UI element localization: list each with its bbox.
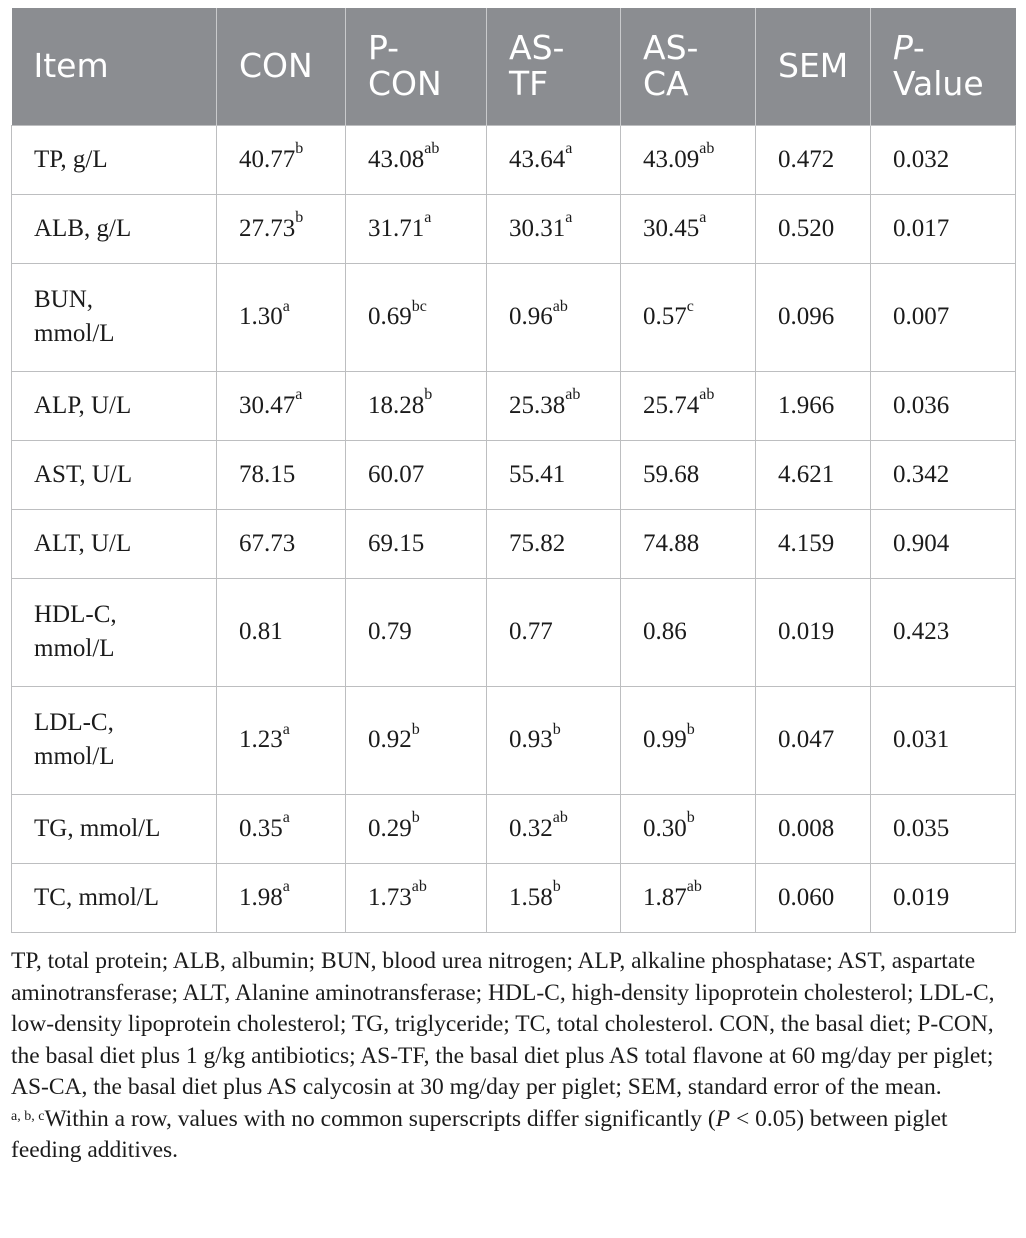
cell-superscript: a: [699, 209, 707, 227]
item-label-line: BUN,: [34, 286, 94, 313]
value-cell: [346, 578, 487, 686]
p-value-cell: 0.342: [871, 440, 1016, 509]
cell-superscript: a: [565, 140, 573, 158]
cell-value: 0.86: [643, 618, 687, 645]
value-cell: [217, 125, 346, 194]
cell-superscript: a: [282, 809, 290, 827]
value-cell: [346, 863, 487, 932]
cell-value: 55.41: [509, 460, 566, 488]
p-value-cell: 0.035: [871, 794, 1016, 863]
header-sem: SEM: [756, 8, 871, 125]
value-cell: [217, 263, 346, 371]
sem-cell: 0.520: [756, 194, 871, 263]
value-cell: [346, 794, 487, 863]
cell-superscript: b: [552, 878, 561, 896]
cell-superscript: b: [686, 720, 695, 738]
cell-value: 0.81: [239, 618, 283, 645]
cell-value: 0.29: [368, 814, 412, 842]
cell-value: 0.57: [643, 303, 687, 330]
cell-value: 43.09: [643, 145, 700, 173]
value-cell: [217, 509, 346, 578]
cell-value: 0.30: [643, 814, 687, 842]
header-con: CON: [217, 8, 346, 125]
header-p-value: P- Value: [871, 8, 1016, 125]
cell-superscript: a: [282, 878, 290, 896]
cell-value: 0.79: [368, 618, 412, 645]
value-cell: [621, 863, 756, 932]
cell-value: 60.07: [368, 460, 425, 488]
cell-superscript: ab: [565, 386, 581, 404]
cell-value: 18.28: [368, 391, 425, 419]
cell-value: 1.73: [368, 883, 412, 911]
sem-cell: 1.966: [756, 371, 871, 440]
value-cell: [487, 194, 621, 263]
blood-biochemistry-table: [11, 8, 1016, 933]
p-value-cell: 0.017: [871, 194, 1016, 263]
value-cell: [621, 194, 756, 263]
cell-superscript: b: [686, 809, 695, 827]
item-label-line: mmol/L: [34, 320, 115, 347]
row-item-label: [12, 263, 217, 371]
value-cell: [487, 509, 621, 578]
cell-value: 27.73: [239, 214, 296, 242]
cell-superscript: b: [295, 209, 304, 227]
row-item-label: ALP, U/L: [12, 371, 217, 440]
footnote-significance-pre: Within a row, values with no common superscripts differ significantly (: [44, 1105, 716, 1132]
cell-value: 75.82: [509, 529, 566, 557]
cell-superscript: ab: [552, 809, 568, 827]
cell-superscript: a: [565, 209, 573, 227]
header-p-con-label: P- CON: [368, 28, 442, 104]
value-cell: [487, 794, 621, 863]
item-label-line: HDL-C,: [34, 601, 117, 628]
value-cell: [487, 578, 621, 686]
header-as-ca: [621, 8, 756, 125]
sem-cell: 4.159: [756, 509, 871, 578]
cell-value: 67.73: [239, 529, 296, 557]
cell-value: 78.15: [239, 460, 296, 488]
footnote-abbreviations: TP, total protein; ALB, albumin; BUN, blood urea nitrogen; ALP, alkaline phosphatase; AST, aspartate aminotransferase; ALT, Alanine aminotransferase; HDL-C, high-density lipoprotein cholesterol; LDL-C, low-density lipoprotein cholesterol; TG, triglyceride; TC, total cholesterol. CON, the basal diet; P-CON, the basal diet plus 1 g/kg antibiotics; AS-TF, the basal diet plus AS total flavone at 60 mg/day per piglet; AS-CA, the basal diet plus AS calycosin at 30 mg/day per piglet; SEM, standard error of the mean.: [11, 948, 995, 1100]
cell-value: 30.45: [643, 214, 700, 242]
cell-value: 0.93: [509, 726, 553, 753]
sem-cell: 0.060: [756, 863, 871, 932]
cell-superscript: b: [411, 809, 420, 827]
row-item-label: TG, mmol/L: [12, 794, 217, 863]
value-cell: [217, 686, 346, 794]
cell-superscript: a: [282, 297, 290, 315]
value-cell: [346, 371, 487, 440]
table-row: [12, 863, 1016, 932]
value-cell: [621, 125, 756, 194]
footnote-significance-post: < 0.05) between piglet feeding additives.: [11, 1105, 948, 1163]
value-cell: [621, 371, 756, 440]
p-value-cell: 0.031: [871, 686, 1016, 794]
table-row: [12, 440, 1016, 509]
table-row: [12, 686, 1016, 794]
header-p-italic: P: [893, 28, 913, 68]
value-cell: [346, 686, 487, 794]
value-cell: [621, 440, 756, 509]
value-cell: [217, 371, 346, 440]
value-cell: [217, 578, 346, 686]
row-item-label: [12, 686, 217, 794]
table-row: [12, 794, 1016, 863]
table-row: [12, 371, 1016, 440]
cell-value: 1.87: [643, 883, 687, 911]
value-cell: [621, 578, 756, 686]
table-row: [12, 509, 1016, 578]
item-label-line: mmol/L: [34, 635, 115, 662]
p-value-cell: 0.036: [871, 371, 1016, 440]
table-row: [12, 578, 1016, 686]
cell-value: 0.35: [239, 814, 283, 842]
cell-value: 30.31: [509, 214, 566, 242]
cell-superscript: b: [411, 720, 420, 738]
row-item-label: ALB, g/L: [12, 194, 217, 263]
value-cell: [487, 440, 621, 509]
cell-value: 40.77: [239, 145, 296, 173]
cell-superscript: bc: [411, 297, 427, 315]
value-cell: [621, 686, 756, 794]
value-cell: [621, 263, 756, 371]
footnote-significance: [11, 1104, 1019, 1167]
cell-superscript: c: [686, 297, 694, 315]
p-value-cell: 0.007: [871, 263, 1016, 371]
cell-value: 25.38: [509, 391, 566, 419]
value-cell: [487, 371, 621, 440]
cell-superscript: a: [282, 720, 290, 738]
cell-value: 31.71: [368, 214, 425, 242]
cell-superscript: b: [552, 720, 561, 738]
sem-cell: 0.096: [756, 263, 871, 371]
value-cell: [487, 863, 621, 932]
table-row: [12, 194, 1016, 263]
table-row: [12, 125, 1016, 194]
cell-superscript: b: [295, 140, 304, 158]
value-cell: [487, 686, 621, 794]
table-row: [12, 263, 1016, 371]
item-label-line: LDL-C,: [34, 709, 114, 736]
table-body: [12, 125, 1016, 932]
p-value-cell: 0.019: [871, 863, 1016, 932]
cell-value: 0.99: [643, 726, 687, 753]
p-value-cell: 0.904: [871, 509, 1016, 578]
value-cell: [217, 863, 346, 932]
header-p-con: [346, 8, 487, 125]
footnote-superscript-markers: a, b, c: [11, 1108, 45, 1124]
table-footnotes: [11, 946, 1019, 1167]
item-label-line: mmol/L: [34, 743, 115, 770]
cell-value: 43.08: [368, 145, 425, 173]
p-value-cell: 0.032: [871, 125, 1016, 194]
cell-superscript: a: [295, 386, 303, 404]
row-item-label: TC, mmol/L: [12, 863, 217, 932]
row-item-label: AST, U/L: [12, 440, 217, 509]
cell-superscript: ab: [699, 386, 715, 404]
sem-cell: 0.019: [756, 578, 871, 686]
cell-value: 74.88: [643, 529, 700, 557]
cell-superscript: ab: [686, 878, 702, 896]
value-cell: [346, 509, 487, 578]
cell-value: 43.64: [509, 145, 566, 173]
sem-cell: 0.047: [756, 686, 871, 794]
value-cell: [621, 794, 756, 863]
cell-superscript: a: [424, 209, 432, 227]
cell-superscript: ab: [699, 140, 715, 158]
row-item-label: ALT, U/L: [12, 509, 217, 578]
p-value-cell: 0.423: [871, 578, 1016, 686]
value-cell: [621, 509, 756, 578]
value-cell: [346, 440, 487, 509]
footnote-p-italic: P: [715, 1105, 731, 1132]
table-header-row: [12, 8, 1016, 125]
value-cell: [217, 794, 346, 863]
cell-value: 1.23: [239, 726, 283, 753]
row-item-label: [12, 578, 217, 686]
sem-cell: 4.621: [756, 440, 871, 509]
cell-value: 0.69: [368, 303, 412, 330]
value-cell: [217, 194, 346, 263]
sem-cell: 0.008: [756, 794, 871, 863]
cell-value: 25.74: [643, 391, 700, 419]
cell-superscript: ab: [424, 140, 440, 158]
value-cell: [346, 125, 487, 194]
row-item-label: TP, g/L: [12, 125, 217, 194]
cell-value: 69.15: [368, 529, 425, 557]
value-cell: [217, 440, 346, 509]
cell-superscript: b: [424, 386, 433, 404]
header-as-ca-label: AS- CA: [643, 28, 699, 104]
cell-value: 1.58: [509, 883, 553, 911]
cell-value: 0.92: [368, 726, 412, 753]
cell-value: 30.47: [239, 391, 296, 419]
header-as-tf: [487, 8, 621, 125]
header-as-tf-label: AS- TF: [509, 28, 565, 104]
cell-value: 59.68: [643, 460, 700, 488]
sem-cell: 0.472: [756, 125, 871, 194]
cell-value: 1.30: [239, 303, 283, 330]
value-cell: [346, 263, 487, 371]
cell-value: 0.96: [509, 303, 553, 330]
cell-value: 1.98: [239, 883, 283, 911]
cell-value: 0.32: [509, 814, 553, 842]
value-cell: [487, 263, 621, 371]
header-item: Item: [12, 8, 217, 125]
cell-superscript: ab: [411, 878, 427, 896]
value-cell: [346, 194, 487, 263]
value-cell: [487, 125, 621, 194]
cell-superscript: ab: [552, 297, 568, 315]
cell-value: 0.77: [509, 618, 553, 645]
table-container: [11, 8, 1015, 933]
